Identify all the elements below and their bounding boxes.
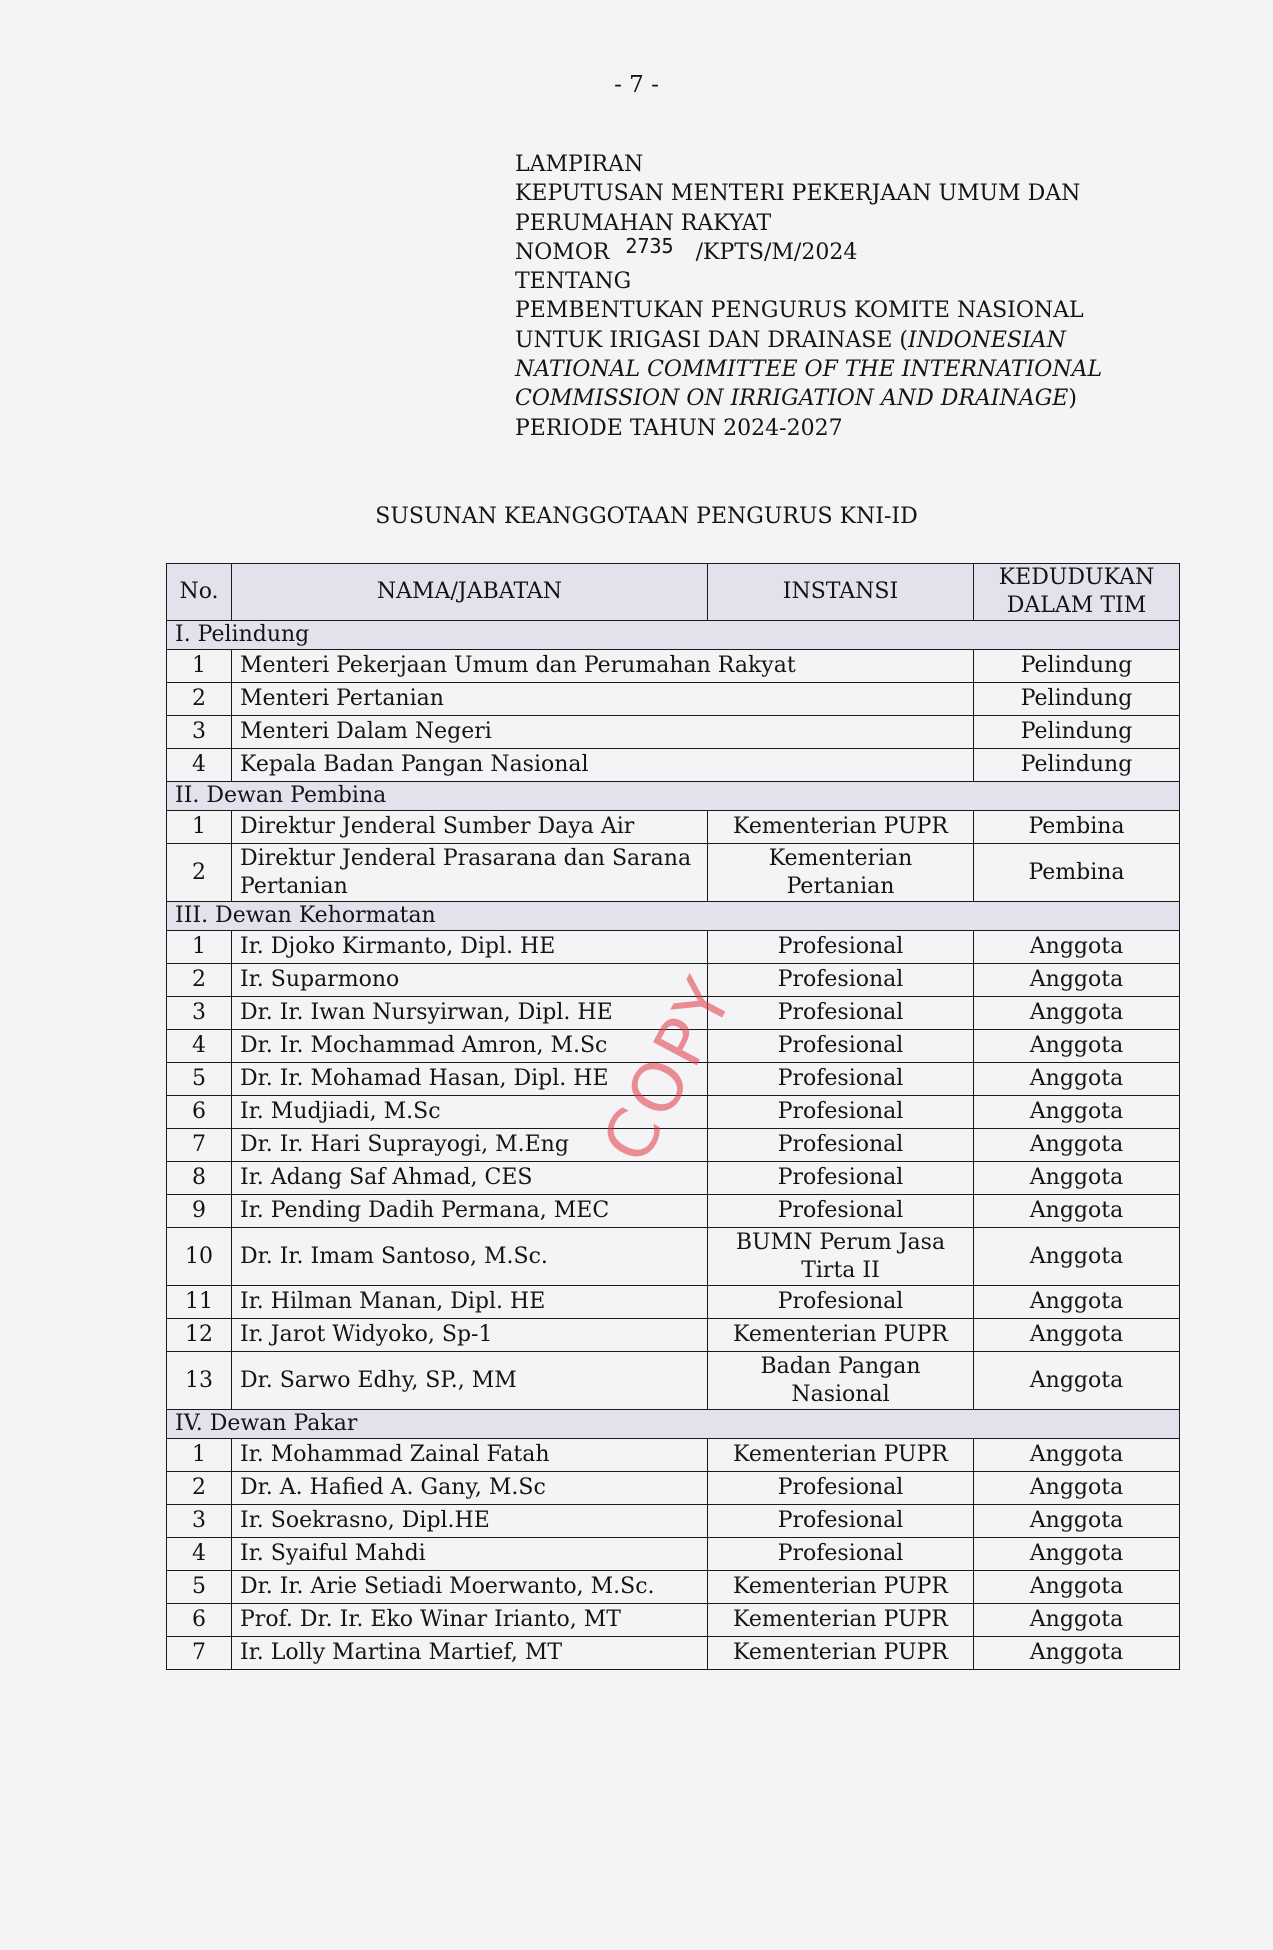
member-institution: Profesional [708, 1538, 974, 1571]
table-row [167, 964, 1180, 997]
member-position: Pelindung [974, 650, 1180, 683]
member-name: Dr. Ir. Iwan Nursyirwan, Dipl. HE [232, 997, 708, 1030]
member-institution: Profesional [708, 964, 974, 997]
table-row [167, 1538, 1180, 1571]
member-name: Prof. Dr. Ir. Eko Winar Irianto, MT [232, 1604, 708, 1637]
member-institution: Profesional [708, 1286, 974, 1319]
member-position: Pelindung [974, 749, 1180, 782]
row-number: 13 [167, 1352, 232, 1410]
header-institution: INSTANSI [708, 564, 974, 621]
table-row [167, 1604, 1180, 1637]
member-position: Anggota [974, 1637, 1180, 1670]
member-name: Ir. Djoko Kirmanto, Dipl. HE [232, 931, 708, 964]
member-institution: BUMN Perum Jasa Tirta II [708, 1228, 974, 1286]
row-number: 4 [167, 1030, 232, 1063]
row-number: 4 [167, 1538, 232, 1571]
member-institution: Kementerian PUPR [708, 1319, 974, 1352]
header-line-6-b: ) [1068, 386, 1077, 412]
member-position: Anggota [974, 931, 1180, 964]
member-position: Anggota [974, 1162, 1180, 1195]
member-institution: Kementerian PUPR [708, 1604, 974, 1637]
nomor-label: NOMOR [515, 239, 610, 265]
member-position: Anggota [974, 1538, 1180, 1571]
row-number: 3 [167, 997, 232, 1030]
table-row [167, 1129, 1180, 1162]
member-name: Dr. Ir. Arie Setiadi Moerwanto, M.Sc. [232, 1571, 708, 1604]
member-institution: Profesional [708, 1472, 974, 1505]
header-tentang: TENTANG [515, 269, 632, 295]
member-position: Anggota [974, 1286, 1180, 1319]
member-name: Direktur Jenderal Prasarana dan Sarana Pertanian [232, 844, 708, 902]
copy-stamp: COPY [587, 963, 751, 1176]
table-row [167, 844, 1180, 902]
table-row [167, 1162, 1180, 1195]
member-name: Kepala Badan Pangan Nasional [232, 749, 974, 782]
member-position: Anggota [974, 1319, 1180, 1352]
row-number: 7 [167, 1129, 232, 1162]
table-row [167, 1472, 1180, 1505]
row-number: 5 [167, 1063, 232, 1096]
header-nomor [515, 233, 1135, 267]
members-table [166, 563, 1180, 1670]
member-position: Anggota [974, 1195, 1180, 1228]
table-row [167, 650, 1180, 683]
table-header-row [167, 564, 1180, 621]
header-line-6-a: COMMISSION ON IRRIGATION AND DRAINAGE [515, 386, 1069, 412]
member-institution: Kementerian PUPR [708, 811, 974, 844]
row-number: 1 [167, 650, 232, 683]
section-title: III. Dewan Kehormatan [167, 902, 1180, 931]
section-title: IV. Dewan Pakar [167, 1410, 1180, 1439]
header-position: KEDUDUKAN DALAM TIM [974, 564, 1180, 621]
member-institution: Profesional [708, 1096, 974, 1129]
row-number: 11 [167, 1286, 232, 1319]
section-row [167, 902, 1180, 931]
row-number: 4 [167, 749, 232, 782]
header-line-3: PEMBENTUKAN PENGURUS KOMITE NASIONAL [515, 298, 1084, 324]
member-name: Dr. Ir. Mohamad Hasan, Dipl. HE [232, 1063, 708, 1096]
section-row [167, 621, 1180, 650]
member-position: Anggota [974, 1571, 1180, 1604]
row-number: 12 [167, 1319, 232, 1352]
member-position: Anggota [974, 1228, 1180, 1286]
header-line-1-text: KEPUTUSAN MENTERI PEKERJAAN UMUM DAN [515, 181, 1081, 207]
member-name: Ir. Adang Saf Ahmad, CES [232, 1162, 708, 1195]
table-row [167, 1319, 1180, 1352]
member-position: Pelindung [974, 716, 1180, 749]
member-institution: Profesional [708, 997, 974, 1030]
row-number: 1 [167, 811, 232, 844]
member-institution: Kementerian Pertanian [708, 844, 974, 902]
member-name: Dr. Ir. Mochammad Amron, M.Sc [232, 1030, 708, 1063]
member-name: Dr. A. Hafied A. Gany, M.Sc [232, 1472, 708, 1505]
nomor-suffix: /KPTS/M/2024 [695, 239, 858, 265]
member-name: Ir. Syaiful Mahdi [232, 1538, 708, 1571]
member-name: Ir. Suparmono [232, 964, 708, 997]
table-row [167, 1195, 1180, 1228]
header-line-7: PERIODE TAHUN 2024-2027 [515, 415, 843, 441]
row-number: 2 [167, 1472, 232, 1505]
section-row [167, 782, 1180, 811]
table-row [167, 1352, 1180, 1410]
member-name: Menteri Dalam Negeri [232, 716, 974, 749]
member-institution: Profesional [708, 931, 974, 964]
member-name: Dr. Ir. Imam Santoso, M.Sc. [232, 1228, 708, 1286]
member-institution: Badan Pangan Nasional [708, 1352, 974, 1410]
row-number: 10 [167, 1228, 232, 1286]
table-row [167, 1571, 1180, 1604]
table-row [167, 1637, 1180, 1670]
row-number: 9 [167, 1195, 232, 1228]
member-institution: Kementerian PUPR [708, 1637, 974, 1670]
table-row [167, 811, 1180, 844]
attachment-header [515, 150, 1135, 443]
member-name: Direktur Jenderal Sumber Daya Air [232, 811, 708, 844]
member-position: Anggota [974, 997, 1180, 1030]
section-title: I. Pelindung [167, 621, 1180, 650]
member-position: Pelindung [974, 683, 1180, 716]
member-institution: Profesional [708, 1505, 974, 1538]
page-number: - 7 - [614, 72, 659, 98]
member-position: Anggota [974, 1030, 1180, 1063]
member-position: Pembina [974, 844, 1180, 902]
row-number: 3 [167, 716, 232, 749]
member-institution: Profesional [708, 1129, 974, 1162]
member-name: Ir. Soekrasno, Dipl.HE [232, 1505, 708, 1538]
member-name: Ir. Lolly Martina Martief, MT [232, 1637, 708, 1670]
header-no: No. [167, 564, 232, 621]
member-institution: Profesional [708, 1195, 974, 1228]
member-position: Anggota [974, 1352, 1180, 1410]
table-row [167, 931, 1180, 964]
section-title: II. Dewan Pembina [167, 782, 1180, 811]
header-line-5: NATIONAL COMMITTEE OF THE INTERNATIONAL [515, 357, 1103, 383]
row-number: 7 [167, 1637, 232, 1670]
row-number: 3 [167, 1505, 232, 1538]
row-number: 1 [167, 931, 232, 964]
row-number: 1 [167, 1439, 232, 1472]
member-institution: Profesional [708, 1030, 974, 1063]
header-line-1 [515, 179, 1135, 208]
table-row [167, 683, 1180, 716]
member-position: Anggota [974, 1063, 1180, 1096]
table-row [167, 1286, 1180, 1319]
row-number: 2 [167, 964, 232, 997]
document-title: SUSUNAN KEANGGOTAAN PENGURUS KNI-ID [375, 504, 918, 529]
member-institution: Profesional [708, 1063, 974, 1096]
member-name: Ir. Mohammad Zainal Fatah [232, 1439, 708, 1472]
row-number: 6 [167, 1604, 232, 1637]
header-line-4 [515, 326, 1135, 355]
row-number: 5 [167, 1571, 232, 1604]
row-number: 6 [167, 1096, 232, 1129]
member-position: Anggota [974, 964, 1180, 997]
member-name: Ir. Pending Dadih Permana, MEC [232, 1195, 708, 1228]
header-line-4-b: INDONESIAN [908, 327, 1066, 353]
table-row [167, 749, 1180, 782]
table-row [167, 1030, 1180, 1063]
member-position: Anggota [974, 1129, 1180, 1162]
member-name: Ir. Hilman Manan, Dipl. HE [232, 1286, 708, 1319]
table-row [167, 1063, 1180, 1096]
table-row [167, 997, 1180, 1030]
header-line-6 [515, 384, 1135, 413]
member-name: Dr. Sarwo Edhy, SP., MM [232, 1352, 708, 1410]
nomor-number: 2735 [625, 233, 674, 258]
row-number: 2 [167, 683, 232, 716]
member-name: Ir. Jarot Widyoko, Sp-1 [232, 1319, 708, 1352]
header-line-2: PERUMAHAN RAKYAT [515, 210, 772, 236]
member-name: Menteri Pekerjaan Umum dan Perumahan Rakyat [232, 650, 974, 683]
member-position: Pembina [974, 811, 1180, 844]
table-row [167, 1228, 1180, 1286]
table-row [167, 716, 1180, 749]
member-name: Dr. Ir. Hari Suprayogi, M.Eng [232, 1129, 708, 1162]
table-row [167, 1096, 1180, 1129]
header-line-4-a: UNTUK IRIGASI DAN DRAINASE ( [515, 327, 908, 353]
member-name: Menteri Pertanian [232, 683, 974, 716]
table-row [167, 1439, 1180, 1472]
member-institution: Profesional [708, 1162, 974, 1195]
header-lampiran: LAMPIRAN [515, 152, 644, 177]
member-position: Anggota [974, 1096, 1180, 1129]
member-name: Ir. Mudjiadi, M.Sc [232, 1096, 708, 1129]
section-row [167, 1410, 1180, 1439]
header-name: NAMA/JABATAN [232, 564, 708, 621]
member-institution: Kementerian PUPR [708, 1571, 974, 1604]
member-position: Anggota [974, 1604, 1180, 1637]
member-position: Anggota [974, 1472, 1180, 1505]
row-number: 8 [167, 1162, 232, 1195]
member-position: Anggota [974, 1505, 1180, 1538]
member-position: Anggota [974, 1439, 1180, 1472]
row-number: 2 [167, 844, 232, 902]
table-row [167, 1505, 1180, 1538]
member-institution: Kementerian PUPR [708, 1439, 974, 1472]
